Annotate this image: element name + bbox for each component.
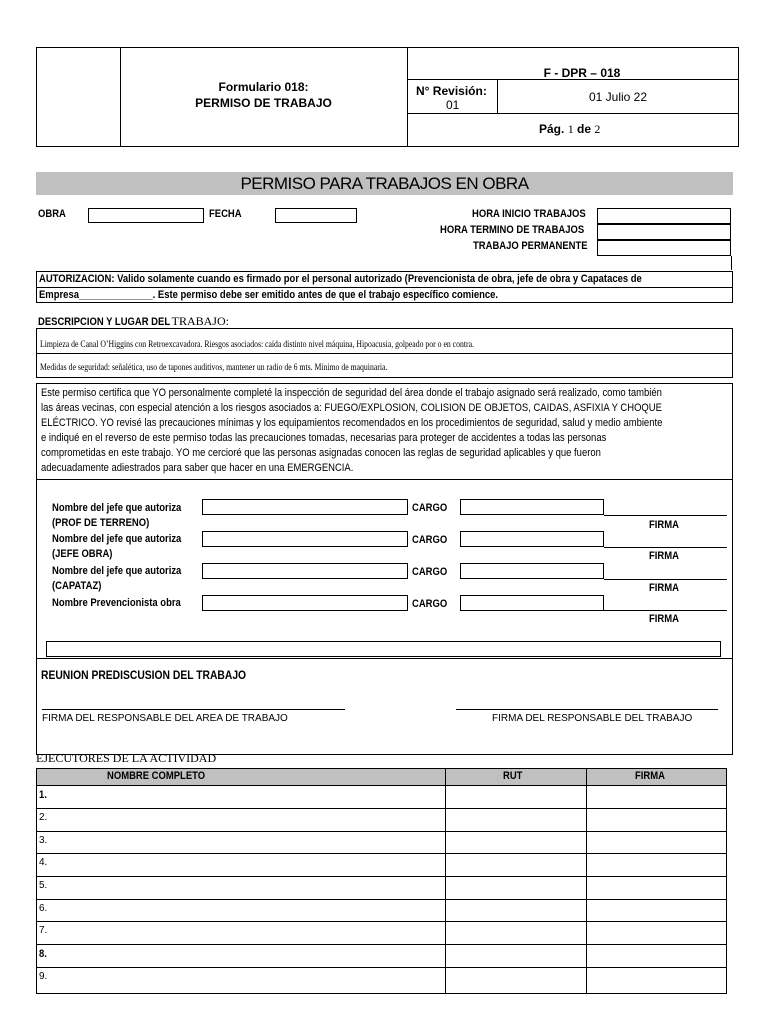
descripcion-line1: Limpieza de Canal O’Higgins con Retroexcavadora. Riesgos asociados: caída distinto nivel máquina, Hipoacusia, golpeado por o en contra. xyxy=(40,339,474,349)
ejecutores-table xyxy=(36,768,727,994)
fecha-input[interactable] xyxy=(275,208,357,223)
cargo-label: CARGO xyxy=(412,534,448,546)
fecha-label: FECHA xyxy=(209,208,242,220)
firma-label: FIRMA xyxy=(649,519,679,531)
row-line xyxy=(36,831,727,832)
autoriza-role-label: (CAPATAZ) xyxy=(52,580,102,592)
row-line xyxy=(36,944,727,945)
cargo-input[interactable] xyxy=(460,563,604,579)
page-de: de xyxy=(577,122,592,136)
revision-date: 01 Julio 22 xyxy=(588,90,648,104)
col-rut-header: RUT xyxy=(503,770,523,782)
ejecutores-title: EJECUTORES DE LA ACTIVIDAD xyxy=(36,751,217,765)
hora-termino-input[interactable] xyxy=(597,224,731,240)
certifica-line-6: adecuadamente adiestrados para saber que hacer en una EMERGENCIA. xyxy=(41,462,354,474)
revision-value: 01 xyxy=(446,98,460,112)
autoriza-name-input[interactable] xyxy=(202,595,408,611)
ejecutor-row-number: 3. xyxy=(39,835,48,846)
obra-label: OBRA xyxy=(38,208,66,220)
ejecutores-header-line xyxy=(36,785,727,786)
page-indicator xyxy=(539,122,600,137)
hora-termino-label: HORA TERMINO DE TRABAJOS xyxy=(440,224,585,236)
cargo-label: CARGO xyxy=(412,502,448,514)
col-firma-header: FIRMA xyxy=(635,770,665,782)
col-nombre-header: NOMBRE COMPLETO xyxy=(107,770,206,782)
header-hline-2 xyxy=(407,113,739,114)
ejecutor-row-number: 4. xyxy=(39,857,48,868)
firma-trabajo-line[interactable] xyxy=(456,709,718,710)
hora-inicio-label: HORA INICIO TRABAJOS xyxy=(472,208,586,220)
firma-area-line[interactable] xyxy=(42,709,345,710)
ejecutor-row-number: 5. xyxy=(39,880,48,891)
page-total: 2 xyxy=(594,122,601,136)
autoriza-role-label: (PROF DE TERRENO) xyxy=(52,517,150,529)
descripcion-line2: Medidas de seguridad: señalética, uso de tapones auditivos, mantener un radio de 6 mts. Mínimo de maquinaria. xyxy=(40,362,388,372)
descripcion-label-serif: TRABAJO: xyxy=(171,314,229,328)
trabajo-permanente-input[interactable] xyxy=(597,240,731,256)
ejecutor-row-number: 6. xyxy=(39,903,48,914)
cargo-label: CARGO xyxy=(412,598,448,610)
page-word: Pág. xyxy=(539,122,565,136)
firma-line[interactable] xyxy=(604,515,727,516)
autorizacion-divider xyxy=(36,287,733,288)
autoriza-name-label: Nombre Prevencionista obra xyxy=(52,597,181,609)
firma-line[interactable] xyxy=(604,547,727,548)
page-number: 1 xyxy=(567,122,574,136)
certifica-divider xyxy=(36,479,733,480)
revision-label: N° Revisión: xyxy=(416,84,487,98)
form-title-line2: PERMISO DE TRABAJO xyxy=(195,96,332,110)
certifica-line-3: ELÉCTRICO. YO revisé las precauciones mínimas y los equipamientos recomendados en los procedimientos de seguridad, salud y medio ambiente xyxy=(41,417,663,429)
firma-label: FIRMA xyxy=(649,582,679,594)
row-line xyxy=(36,808,727,809)
autoriza-name-input[interactable] xyxy=(202,563,408,579)
reunion-divider xyxy=(36,658,733,659)
ejecutor-row-number: 2. xyxy=(39,812,48,823)
firma-area-label: FIRMA DEL RESPONSABLE DEL AREA DE TRABAJO xyxy=(42,713,288,724)
ejecutores-col-divider-2 xyxy=(586,768,587,994)
page-title: PERMISO PARA TRABAJOS EN OBRA xyxy=(240,174,529,193)
autorizacion-line2: Empresa______________. Este permiso debe ser emitido antes de que el trabajo específico comience. xyxy=(39,289,499,301)
cargo-input[interactable] xyxy=(460,499,604,515)
row-line xyxy=(36,967,727,968)
reunion-title: REUNION PREDISCUSION DEL TRABAJO xyxy=(41,668,247,682)
autoriza-name-label: Nombre del jefe que autoriza xyxy=(52,565,182,577)
obra-input[interactable] xyxy=(88,208,204,223)
autoriza-name-label: Nombre del jefe que autoriza xyxy=(52,533,182,545)
descripcion-divider xyxy=(36,353,733,354)
firma-trabajo-label: FIRMA DEL RESPONSABLE DEL TRABAJO xyxy=(492,713,693,724)
autoriza-name-label: Nombre del jefe que autoriza xyxy=(52,502,182,514)
row-line xyxy=(36,876,727,877)
ejecutor-row-number: 9. xyxy=(39,971,48,982)
firma-line[interactable] xyxy=(604,579,727,580)
firma-label: FIRMA xyxy=(649,613,679,625)
descripcion-label-bold: DESCRIPCION Y LUGAR DEL xyxy=(38,316,171,328)
certifica-line-5: comprometidas en este trabajo. YO me cercioré que las personas asignadas conocen las reglas de seguridad aplicables y que fueron xyxy=(41,447,601,459)
autorizacion-line1: AUTORIZACION: Valido solamente cuando es firmado por el personal autorizado (Prevencionista de obra, jefe de obra y Capataces de xyxy=(39,273,642,285)
form-code: F - DPR – 018 xyxy=(543,66,621,80)
certifica-line-4: e indiqué en el reverso de este permiso todas las precauciones tomadas, necesarias para proteger de accidentes a todas las personas xyxy=(41,432,607,444)
ejecutores-col-divider-1 xyxy=(445,768,446,994)
firma-line[interactable] xyxy=(604,610,727,611)
autoriza-name-input[interactable] xyxy=(202,499,408,515)
form-title-line1: Formulario 018: xyxy=(218,80,309,94)
trabajo-permanente-label: TRABAJO PERMANENTE xyxy=(473,240,588,252)
row-line xyxy=(36,921,727,922)
ejecutor-row-number: 8. xyxy=(39,948,47,960)
fields-right-edge xyxy=(731,256,732,270)
cargo-input[interactable] xyxy=(460,595,604,611)
cargo-label: CARGO xyxy=(412,566,448,578)
certifica-line-2: las áreas vecinas, con especial atención a los riesgos asociados a: FUEGO/EXPLOSION, COLISION DE OBJETOS, CAIDAS, ASFIXIA Y CHOQUE xyxy=(41,402,662,414)
cargo-input[interactable] xyxy=(460,531,604,547)
row-line xyxy=(36,853,727,854)
autoriza-name-input[interactable] xyxy=(202,531,408,547)
ejecutor-row-number: 1. xyxy=(39,789,47,801)
header-divider-2 xyxy=(407,47,408,147)
firma-label: FIRMA xyxy=(649,550,679,562)
observaciones-field[interactable] xyxy=(46,641,721,657)
certifica-line-1: Este permiso certifica que YO personalmente completé la inspección de seguridad del área donde el trabajo asignado será realizado, como también xyxy=(41,387,662,399)
hora-inicio-input[interactable] xyxy=(597,208,731,224)
row-line xyxy=(36,899,727,900)
autoriza-role-label: (JEFE OBRA) xyxy=(52,548,113,560)
certifica-text xyxy=(41,386,764,476)
ejecutor-row-number: 7. xyxy=(39,925,48,936)
